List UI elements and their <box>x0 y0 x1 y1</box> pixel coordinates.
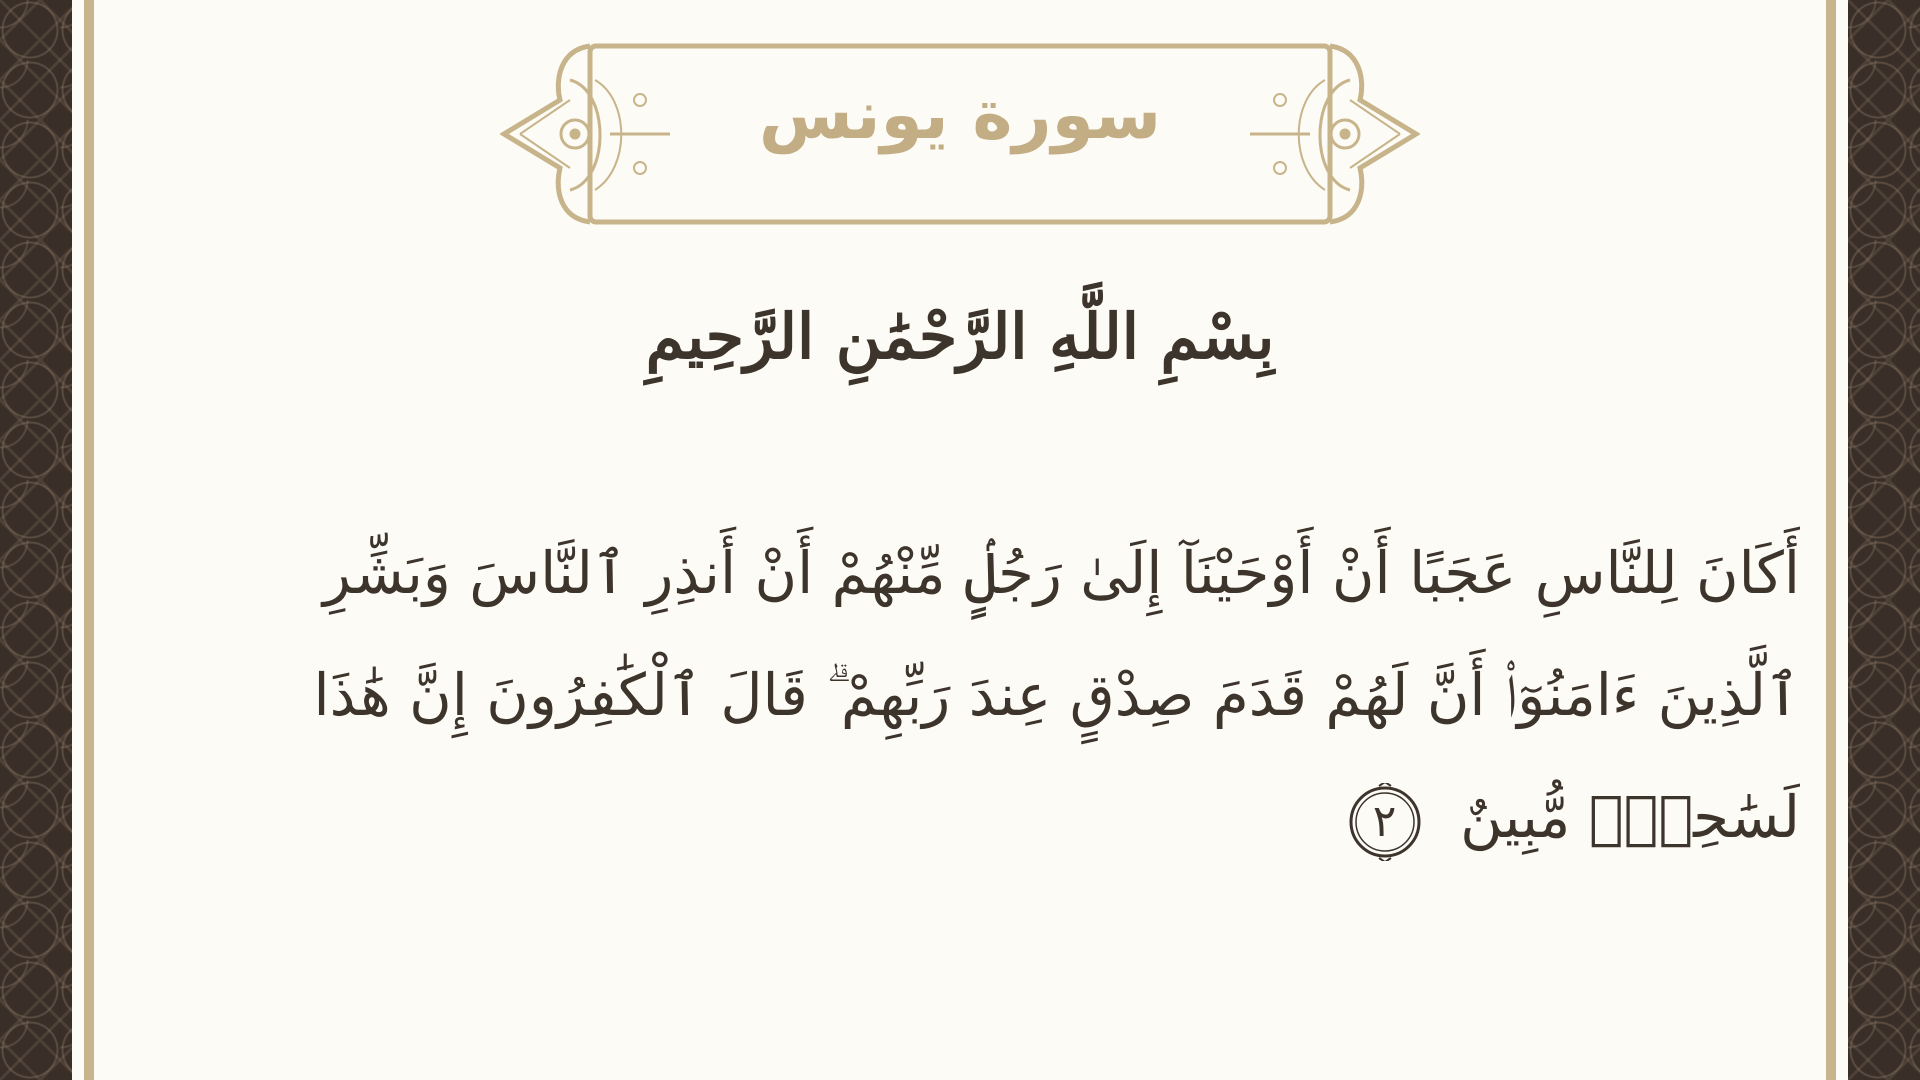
verse-line-1: أَكَانَ لِلنَّاسِ عَجَبًا أَنْ أَوْحَيْنَآ إِلَىٰ رَجُلٍۢ مِّنْهُمْ أَنْ أَنذِرِ ٱلنَّاسَ وَبَشِّرِ <box>322 539 1800 607</box>
verse-text <box>215 512 1800 878</box>
gold-rule-left <box>84 0 94 1080</box>
verse-line-3-text: لَسَٰحِرٌۭ مُّبِينٌ <box>1460 783 1800 851</box>
ornamental-border-right <box>1848 0 1920 1080</box>
surah-title: سورة يونس <box>758 76 1162 155</box>
gold-rule-right <box>1826 0 1836 1080</box>
ayah-number: ٢ <box>1372 795 1397 847</box>
surah-title-cartouche <box>500 40 1420 230</box>
ornamental-border-left <box>0 0 72 1080</box>
verse-line-2: ٱلَّذِينَ ءَامَنُوٓا۟ أَنَّ لَهُمْ قَدَمَ صِدْقٍ عِندَ رَبِّهِمْ ۗ قَالَ ٱلْكَٰفِرُونَ إِنَّ هَٰذَا <box>313 661 1800 729</box>
verse-line-3 <box>215 756 1800 878</box>
ayah-number-marker <box>1346 783 1424 861</box>
basmala: بِسْمِ اللَّهِ الرَّحْمَٰنِ الرَّحِيمِ <box>645 300 1275 373</box>
